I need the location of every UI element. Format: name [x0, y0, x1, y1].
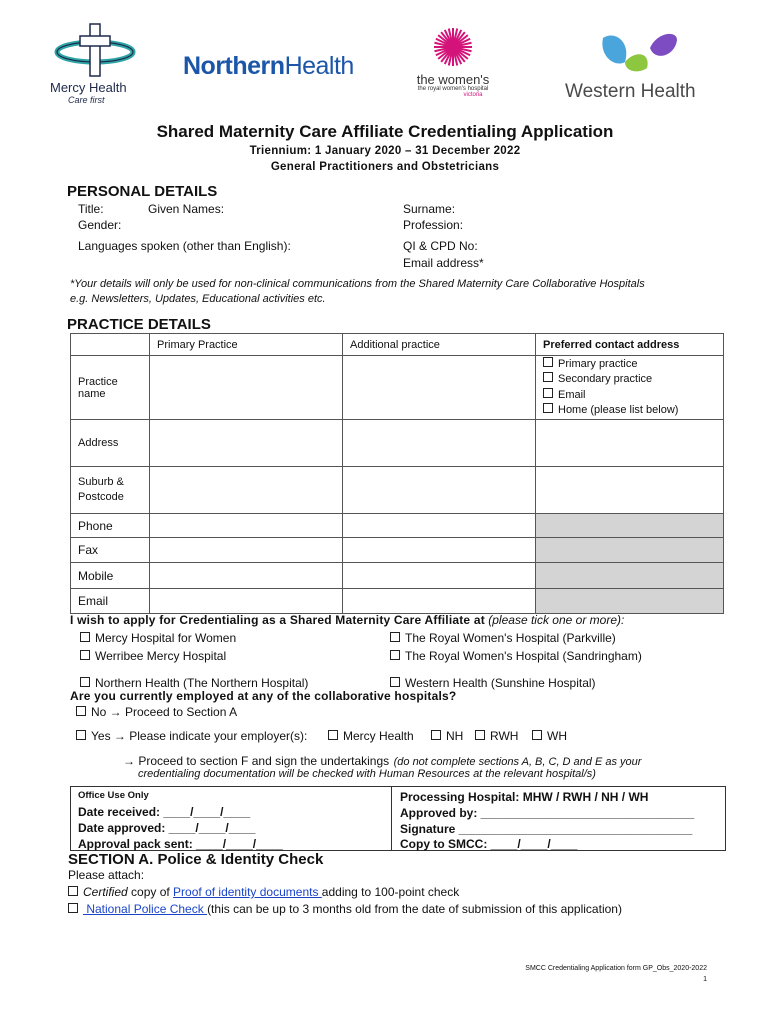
employed-no-option[interactable]: No → Proceed to Section A [76, 705, 237, 719]
given-names-label: Given Names: [148, 202, 225, 216]
mercy-health-logo [50, 22, 140, 107]
checkbox-icon[interactable] [431, 730, 441, 740]
contact-option-secondary[interactable]: Secondary practice [543, 372, 716, 388]
attach-item-identity [68, 885, 459, 899]
email-address-label: Email address* [403, 256, 484, 270]
checkbox-icon[interactable] [390, 632, 400, 642]
row-label-mobile: Mobile [71, 563, 150, 589]
mercy-health-tagline: Care first [68, 95, 105, 105]
employer-rwh[interactable]: RWH [475, 729, 518, 743]
additional-address-field[interactable] [343, 420, 536, 467]
qi-cpd-label: QI & CPD No: [403, 239, 478, 253]
national-police-check-link[interactable]: National Police Check [83, 902, 208, 916]
employer-mercy[interactable]: Mercy Health [328, 729, 414, 743]
row-label-suburb: Suburb & Postcode [71, 467, 150, 514]
privacy-note: *Your details will only be used for non-clinical communications from the Shared Maternity Care Collaborative Hospitals [70, 278, 645, 290]
checkbox-icon[interactable] [76, 730, 86, 740]
western-leaves-icon [595, 30, 695, 74]
approved-by: Approved by: ________________________________ [400, 806, 695, 820]
row-label-address: Address [71, 420, 150, 467]
checkbox-icon[interactable] [68, 903, 78, 913]
hospital-option-northern[interactable]: Northern Health (The Northern Hospital) [80, 676, 308, 690]
hospital-option-mercy[interactable]: Mercy Hospital for Women [80, 631, 236, 645]
contact-option-email[interactable]: Email [543, 388, 716, 404]
employer-nh[interactable]: NH [431, 729, 463, 743]
personal-details-heading: PERSONAL DETAILS [67, 183, 218, 200]
surname-label: Surname: [403, 202, 456, 216]
row-label-practice-name: Practice name [71, 356, 150, 420]
profession-label: Profession: [403, 218, 464, 232]
western-health-name: Western Health [565, 81, 696, 102]
col-preferred-contact: Preferred contact address [536, 334, 724, 356]
checkbox-icon[interactable] [390, 650, 400, 660]
processing-hospital: Processing Hospital: MHW / RWH / NH / WH [400, 790, 649, 804]
additional-suburb-field[interactable] [343, 467, 536, 514]
home-suburb-field[interactable] [536, 467, 724, 514]
row-label-fax: Fax [71, 538, 150, 563]
practice-details-heading: PRACTICE DETAILS [67, 316, 211, 333]
additional-phone-field[interactable] [343, 514, 536, 538]
privacy-note-examples: e.g. Newsletters, Updates, Educational activities etc. [70, 293, 326, 305]
northern-health-logo [183, 52, 354, 81]
proceed-note: (do not complete sections A, B, C, D and E as your [393, 756, 642, 768]
hospital-option-rwh-sandringham[interactable]: The Royal Women's Hospital (Sandringham) [390, 649, 642, 663]
checkbox-icon[interactable] [543, 403, 553, 413]
northern-health-part1: Northern [183, 52, 285, 80]
apply-prompt-line [70, 613, 624, 627]
languages-label: Languages spoken (other than English): [78, 239, 291, 253]
mercy-cross-icon [50, 22, 140, 77]
womens-line2: the royal women's hospital [417, 86, 489, 92]
footer-form-id: SMCC Credentialing Application form GP_Obs_2020-2022 [525, 965, 707, 972]
hospital-option-western[interactable]: Western Health (Sunshine Hospital) [390, 676, 596, 690]
copy-to-smcc: Copy to SMCC: ____/____/____ [400, 837, 578, 851]
checkbox-icon[interactable] [543, 372, 553, 382]
primary-mobile-field[interactable] [150, 563, 343, 589]
approval-pack-sent: Approval pack sent: ____/____/____ [78, 837, 283, 851]
proceed-note-2: credentialing documentation will be checked with Human Resources at the relevant hospital/s) [138, 768, 596, 780]
checkbox-icon[interactable] [543, 388, 553, 398]
womens-line3: victoria [463, 92, 483, 98]
row-label-email: Email [71, 589, 150, 614]
employed-question: Are you currently employed at any of the collaborative hospitals? [70, 689, 457, 703]
gender-label: Gender: [78, 218, 122, 232]
apply-prompt: I wish to apply for Credentialing as a Shared Maternity Care Affiliate at [70, 613, 485, 627]
checkbox-icon[interactable] [475, 730, 485, 740]
primary-suburb-field[interactable] [150, 467, 343, 514]
checkbox-icon[interactable] [76, 706, 86, 716]
table-corner [71, 334, 150, 356]
date-received: Date received: ____/____/____ [78, 805, 251, 819]
row-label-phone: Phone [71, 514, 150, 538]
grey-cell [536, 514, 724, 538]
primary-address-field[interactable] [150, 420, 343, 467]
checkbox-icon[interactable] [532, 730, 542, 740]
practice-details-table [70, 333, 724, 614]
checkbox-icon[interactable] [80, 650, 90, 660]
col-additional-practice: Additional practice [343, 334, 536, 356]
title-label: Title: [78, 202, 104, 216]
employer-wh[interactable]: WH [532, 729, 567, 743]
triennium: Triennium: 1 January 2020 – 31 December 2022 [249, 145, 521, 157]
office-divider [391, 787, 392, 850]
starburst-icon [428, 26, 478, 68]
identity-suffix: adding to 100-point check [321, 885, 460, 899]
additional-fax-field[interactable] [343, 538, 536, 563]
contact-options [536, 356, 724, 420]
proof-of-identity-link[interactable]: Proof of identity documents [173, 885, 322, 899]
audience: General Practitioners and Obstetricians [270, 161, 500, 173]
copy-of-text: copy of [127, 885, 174, 899]
please-attach: Please attach: [68, 868, 145, 882]
checkbox-icon[interactable] [80, 632, 90, 642]
signature: Signature ___________________________________ [400, 822, 693, 836]
additional-practice-name-field[interactable] [343, 356, 536, 420]
northern-health-part2: Health [284, 52, 354, 80]
certified-text: Certified [83, 885, 128, 899]
contact-option-home[interactable]: Home (please list below) [543, 403, 716, 419]
footer-page-number: 1 [703, 976, 707, 983]
checkbox-icon[interactable] [328, 730, 338, 740]
grey-cell [536, 563, 724, 589]
primary-email-field[interactable] [150, 589, 343, 614]
apply-prompt-note: (please tick one or more): [488, 613, 625, 627]
starburst-center [446, 40, 460, 54]
police-check-suffix: (this can be up to 3 months old from the date of submission of this application) [207, 902, 622, 916]
hospital-option-werribee[interactable]: Werribee Mercy Hospital [80, 649, 226, 663]
proceed-text: → Proceed to section F and sign the undertakings [123, 754, 390, 768]
page-title: Shared Maternity Care Affiliate Credentialing Application [156, 122, 614, 141]
womens-line1: the women's [416, 72, 490, 87]
western-health-logo [565, 30, 715, 100]
home-address-field[interactable] [536, 420, 724, 467]
additional-email-field[interactable] [343, 589, 536, 614]
hospital-option-rwh-parkville[interactable]: The Royal Women's Hospital (Parkville) [390, 631, 616, 645]
womens-hospital-logo [408, 26, 498, 104]
employed-yes-option[interactable]: Yes → Please indicate your employer(s): [76, 729, 307, 743]
mercy-health-name: Mercy Health [50, 80, 127, 95]
attach-item-police [68, 902, 622, 916]
checkbox-icon[interactable] [390, 677, 400, 687]
primary-practice-name-field[interactable] [150, 356, 343, 420]
checkbox-icon[interactable] [543, 357, 553, 367]
checkbox-icon[interactable] [68, 886, 78, 896]
date-approved: Date approved: ____/____/____ [78, 821, 256, 835]
col-primary-practice: Primary Practice [150, 334, 343, 356]
contact-option-primary[interactable]: Primary practice [543, 357, 716, 373]
office-use-heading: Office Use Only [78, 790, 149, 801]
office-use-box [70, 786, 726, 851]
checkbox-icon[interactable] [80, 677, 90, 687]
grey-cell [536, 589, 724, 614]
additional-mobile-field[interactable] [343, 563, 536, 589]
primary-phone-field[interactable] [150, 514, 343, 538]
grey-cell [536, 538, 724, 563]
section-a-heading: SECTION A. Police & Identity Check [68, 851, 324, 868]
primary-fax-field[interactable] [150, 538, 343, 563]
